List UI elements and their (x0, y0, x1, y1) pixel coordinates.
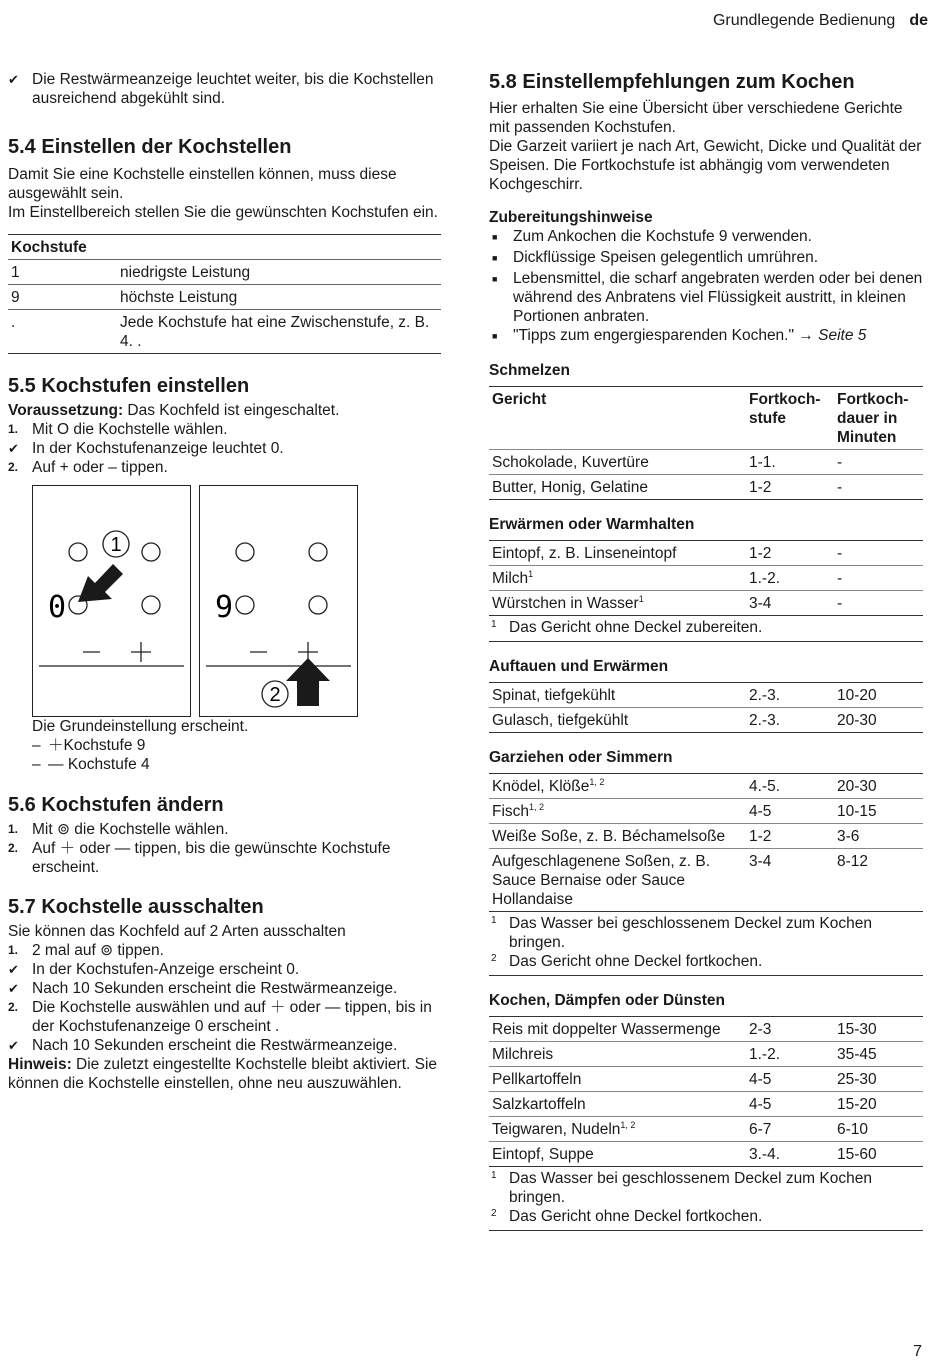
dish-name: Pellkartoffeln (492, 1071, 582, 1088)
table-row (8, 260, 441, 285)
requirement-text: Das Kochfeld ist eingeschaltet. (123, 402, 340, 419)
level-cell: 4-5 (746, 1092, 834, 1117)
step-text: In der Kochstufen-Anzeige erscheint (32, 961, 287, 978)
step-item (8, 839, 441, 877)
list-item (489, 269, 923, 326)
list-text: Zum Ankochen die Kochstufe 9 verwenden. (513, 228, 812, 245)
result-text: Die Grundeinstellung erscheint. (32, 718, 249, 735)
dish-cell (489, 1067, 746, 1092)
recommendation-groups (489, 361, 923, 1231)
level-cell: 2.-3. (749, 712, 781, 729)
bullet-icon (489, 269, 513, 326)
duration-cell: 6-10 (834, 1117, 923, 1142)
display-digit: 9 (215, 590, 234, 625)
callout-1: 1 (110, 534, 122, 556)
check-icon: ✔ (8, 962, 19, 977)
duration-cell: 10-15 (834, 799, 923, 824)
step-text: oder (68, 459, 109, 476)
select-icon: ⊚ (56, 821, 70, 838)
dish-cell (489, 1092, 746, 1117)
arrow-icon (78, 564, 123, 602)
dish-name: Eintopf, Suppe (492, 1146, 594, 1163)
display-digit: 0 (48, 590, 67, 625)
step-item (8, 820, 441, 839)
step-text: Nach 10 Sekunden erscheint die Restwärmeanzeige. (32, 1037, 398, 1054)
page-header (713, 11, 928, 30)
footnote (489, 952, 923, 971)
dish-cell (489, 450, 746, 475)
dish-cell (489, 1142, 746, 1167)
level-cell: 4.-5. (746, 774, 834, 799)
step-text: Die Kochstelle auswählen und auf (32, 999, 270, 1016)
right-column (489, 70, 923, 1231)
plus-icon: + (59, 459, 69, 476)
plus-icon: ＋ (269, 999, 286, 1016)
dish-cell (489, 1017, 746, 1042)
duration-cell: - (837, 595, 843, 612)
check-item (8, 70, 441, 108)
step-item (8, 458, 441, 477)
select-icon: ⊚ (100, 942, 114, 959)
step-text: Mit (32, 821, 57, 838)
table-row (489, 1142, 923, 1167)
footnote-ref: 1, 2 (529, 801, 545, 812)
check-item (8, 960, 441, 979)
note (8, 1055, 441, 1093)
level-cell: 4-5 (746, 1067, 834, 1092)
digit-zero-icon: 0 (194, 1018, 204, 1035)
step-text: Auf (32, 459, 60, 476)
minus-icon: — (324, 999, 341, 1016)
hob-panel-right (199, 485, 358, 717)
kochstufe-table (8, 234, 441, 354)
dish-cell (489, 475, 746, 500)
footnote (489, 618, 923, 637)
table-row (489, 1117, 923, 1142)
tip-link[interactable]: "Tipps zum engergiesparenden Kochen." (513, 327, 794, 344)
table-row (489, 1042, 923, 1067)
table-row (489, 708, 923, 733)
footnote-text: Das Gericht ohne Deckel zubereiten. (509, 619, 763, 636)
sub-text: Kochstufe 4 (67, 756, 150, 773)
paragraph: Damit Sie eine Kochstelle einstellen können, muss diese ausgewählt sein. (8, 166, 397, 202)
dish-cell (489, 799, 746, 824)
paragraph: Sie können das Kochfeld auf 2 Arten ausschalten (8, 923, 346, 940)
digit-zero-icon: 0 (286, 961, 295, 978)
level-cell: 1-2 (749, 479, 772, 496)
level-cell: 3-4 (749, 595, 772, 612)
step-text: die Kochstelle wählen. (69, 421, 228, 438)
recommendation-table (489, 1016, 923, 1167)
step-text: . (294, 961, 300, 978)
level-cell: 1-2 (746, 541, 834, 566)
table-cell: . (11, 314, 16, 331)
step-text: tippen, bis in der Kochstufenanzeige (32, 999, 432, 1035)
minus-icon: — (114, 840, 131, 857)
check-icon: ✔ (8, 441, 19, 456)
arrow-up-icon (286, 658, 330, 706)
paragraph: Hier erhalten Sie eine Übersicht über verschiedene Gerichte mit passenden Kochstufen. (489, 100, 903, 136)
check-icon: ✔ (8, 981, 19, 996)
step-number: 2. (8, 460, 19, 474)
table-cell: 9 (8, 285, 117, 310)
level-cell: 1-1. (746, 450, 834, 475)
group-title: Schmelzen (489, 362, 570, 379)
level-cell: 1.-2. (746, 1042, 834, 1067)
duration-cell: - (834, 541, 923, 566)
level-cell: 2.-3. (746, 683, 834, 708)
left-column (8, 70, 441, 1093)
check-icon: ✔ (8, 1038, 19, 1053)
dish-cell (489, 824, 746, 849)
hob-panel-left-drawing (33, 486, 190, 716)
list-item (489, 227, 923, 248)
step-text: . (279, 440, 284, 457)
minus-icon: – (108, 459, 117, 476)
step-number: 1. (8, 943, 19, 957)
group-title: Garziehen oder Simmern (489, 749, 673, 766)
table-header-row (489, 387, 923, 450)
level-cell: 1.-2. (746, 566, 834, 591)
step-text: Mit (32, 421, 57, 438)
result-block (8, 717, 441, 774)
duration-cell: 3-6 (834, 824, 923, 849)
footnote (489, 1169, 923, 1207)
table-row (489, 566, 923, 591)
level-cell: 2-3 (746, 1017, 834, 1042)
duration-cell: 25-30 (834, 1067, 923, 1092)
footnote-number: 1 (491, 619, 497, 630)
section-title-5-6: 5.6 Kochstufen ändern (8, 794, 224, 816)
sub-item: – ＋Kochstufe 9 (32, 737, 146, 754)
sub-item: – — Kochstufe 4 (32, 756, 150, 773)
column-header: Fortkoch-dauer in Minuten (834, 387, 923, 450)
table-row (8, 310, 441, 354)
duration-cell: 20-30 (837, 712, 877, 729)
level-cell: 3.-4. (749, 1146, 781, 1163)
list-item (489, 248, 923, 269)
table-row (489, 541, 923, 566)
page-reference[interactable]: → Seite 5 (794, 327, 867, 344)
level-cell: 3-4 (749, 853, 772, 870)
bullet-icon (489, 326, 513, 347)
step-text: Nach 10 Sekunden erscheint die Restwärmeanzeige. (32, 980, 398, 997)
dish-name: Eintopf, z. B. Linseneintopf (492, 545, 677, 562)
level-cell: 1-2 (746, 824, 834, 849)
footnotes (489, 912, 923, 976)
requirement-label: Voraussetzung: (8, 402, 124, 419)
table-cell: höchste Leistung (117, 285, 441, 310)
dish-name: Knödel, Klöße (492, 778, 590, 795)
page-number: 7 (913, 1343, 922, 1360)
section-title-5-7: 5.7 Kochstelle ausschalten (8, 896, 264, 918)
footnote-ref: 1 (528, 568, 534, 579)
dish-name: Salzkartoffeln (492, 1096, 586, 1113)
footnote (489, 914, 923, 952)
step-text: erscheint . (203, 1018, 280, 1035)
table-row (489, 450, 923, 475)
table-row (489, 774, 923, 799)
list-text: Lebensmittel, die scharf angebraten werden oder bei denen während des Anbratens viel Flüssigkeit austritt, in kleinen Portionen anbraten. (513, 270, 923, 325)
duration-cell: 35-45 (834, 1042, 923, 1067)
minus-icon: — (48, 756, 68, 773)
footnote-ref: 1, 2 (589, 776, 605, 787)
callout-2: 2 (269, 684, 281, 706)
step-number: 2. (8, 841, 19, 855)
step-item (8, 998, 441, 1036)
dish-name: Weiße Soße, z. B. Béchamelsoße (492, 828, 726, 845)
footnote-number: 1 (491, 1170, 497, 1181)
table-row (489, 591, 923, 616)
recommendation-table (489, 682, 923, 733)
footnote-ref: 1, 2 (620, 1119, 636, 1130)
dish-name: Butter, Honig, Gelatine (492, 479, 648, 496)
column-header: Gericht (489, 387, 746, 450)
step-text: In der Kochstufenanzeige leuchtet (32, 440, 271, 457)
dish-name: Milchreis (492, 1046, 554, 1063)
sub-text: Kochstufe 9 (63, 737, 146, 754)
footnote (489, 1207, 923, 1226)
step-text: tippen. (113, 942, 164, 959)
dish-cell (489, 774, 746, 799)
hob-panel-right-drawing (200, 486, 357, 716)
dish-cell (489, 591, 746, 616)
dish-name: Spinat, tiefgekühlt (492, 687, 616, 704)
step-item (8, 420, 441, 439)
dish-name: Gulasch, tiefgekühlt (492, 712, 629, 729)
footnote-number: 2 (491, 1208, 497, 1219)
duration-cell: 8-12 (837, 853, 869, 870)
table-row (489, 683, 923, 708)
duration-cell: - (837, 479, 843, 496)
duration-cell: 15-20 (834, 1092, 923, 1117)
step-text: tippen. (116, 459, 168, 476)
duration-cell: 10-20 (834, 683, 923, 708)
level-cell: 6-7 (746, 1117, 834, 1142)
paragraph: Die Garzeit variiert je nach Art, Gewicht, Dicke und Qualität der Speisen. Die Fortkochstufe ist abhängig vom verwendeten Kochgeschirr. (489, 138, 922, 193)
section-title-5-8: 5.8 Einstellempfehlungen zum Kochen (489, 71, 855, 93)
step-text: die Kochstelle wählen. (69, 821, 229, 838)
paragraph: Im Einstellbereich stellen Sie die gewünschten Kochstufen ein. (8, 204, 438, 221)
duration-cell: 15-60 (837, 1146, 877, 1163)
circle-select-icon: O (56, 421, 70, 438)
plus-icon: ＋ (59, 840, 76, 857)
duration-cell: - (834, 566, 923, 591)
table-row (489, 475, 923, 500)
dish-name: Fisch (492, 803, 530, 820)
check-icon: ✔ (8, 72, 19, 87)
footnote-ref: 1 (638, 593, 644, 604)
hob-panel-left (32, 485, 191, 717)
section-title-5-5: 5.5 Kochstufen einstellen (8, 375, 250, 397)
step-text: oder (75, 840, 115, 857)
table-row (489, 824, 923, 849)
dish-cell (489, 708, 746, 733)
recommendation-table (489, 773, 923, 912)
step-item (8, 941, 441, 960)
group-title: Erwärmen oder Warmhalten (489, 516, 695, 533)
table-header: Kochstufe (8, 235, 441, 260)
dish-cell (489, 566, 746, 591)
table-cell: 1 (8, 260, 117, 285)
dish-name: Teigwaren, Nudeln (492, 1121, 621, 1138)
bullet-icon (489, 227, 513, 248)
bullet-icon (489, 248, 513, 269)
step-number: 1. (8, 422, 19, 436)
plus-icon: ＋ (48, 737, 64, 754)
step-text: 2 mal auf (32, 942, 101, 959)
footnote-text: Das Wasser bei geschlossenem Deckel zum Kochen bringen. (509, 1170, 872, 1206)
note-label: Hinweis: (8, 1056, 72, 1073)
table-row (489, 849, 923, 912)
footnote-number: 1 (491, 915, 497, 926)
check-item (8, 439, 441, 458)
check-item (8, 979, 441, 998)
tips-title: Zubereitungshinweise (489, 209, 653, 226)
note-text: Die zuletzt eingestellte Kochstelle bleibt aktiviert. Sie können die Kochstelle einstellen, ohne neu auszuwählen. (8, 1056, 438, 1092)
table-cell: Jede Kochstufe hat eine Zwischenstufe, z. B. 4. . (120, 314, 430, 350)
footnote-text: Das Gericht ohne Deckel fortkochen. (509, 953, 763, 970)
check-text: Die Restwärmeanzeige leuchtet weiter, bis die Kochstellen ausreichend abgekühlt sind. (32, 71, 434, 107)
requirement (8, 401, 441, 420)
digit-zero-icon: 0 (270, 440, 280, 457)
step-number: 2. (8, 1000, 19, 1014)
group-title: Auftauen und Erwärmen (489, 658, 669, 675)
footnote-number: 2 (491, 953, 497, 964)
dish-name: Milch (492, 570, 529, 587)
duration-cell: - (834, 450, 923, 475)
recommendation-table (489, 386, 923, 500)
dish-cell (489, 683, 746, 708)
table-cell: niedrigste Leistung (117, 260, 441, 285)
table-row (489, 799, 923, 824)
dish-cell (489, 849, 746, 912)
step-text: tippen, bis die gewünschte Kochstufe erscheint. (32, 840, 391, 876)
duration-cell: 20-30 (834, 774, 923, 799)
section-title-5-4: 5.4 Einstellen der Kochstellen (8, 136, 292, 158)
dish-cell (489, 1042, 746, 1067)
step-text: Auf (32, 840, 60, 857)
header-title: Grundlegende Bedienung (712, 12, 896, 29)
footnotes (489, 1167, 923, 1231)
dish-cell (489, 541, 746, 566)
dish-name: Würstchen in Wasser (492, 595, 639, 612)
footnote-text: Das Wasser bei geschlossenem Deckel zum Kochen bringen. (509, 915, 872, 951)
footnotes (489, 616, 923, 642)
language-code: de (909, 12, 928, 29)
column-header: Fortkoch-stufe (746, 387, 834, 450)
table-row (8, 285, 441, 310)
dish-name: Schokolade, Kuvertüre (492, 454, 649, 471)
dish-cell (489, 1117, 746, 1142)
check-item (8, 1036, 441, 1055)
list-item (489, 326, 923, 347)
table-row (489, 1092, 923, 1117)
step-number: 1. (8, 822, 19, 836)
dish-name: Reis mit doppelter Wassermenge (492, 1021, 721, 1038)
footnote-text: Das Gericht ohne Deckel fortkochen. (509, 1208, 763, 1225)
hob-diagram (8, 485, 441, 717)
table-row (489, 1067, 923, 1092)
step-text: oder (285, 999, 325, 1016)
table-row (489, 1017, 923, 1042)
recommendation-table (489, 540, 923, 616)
dish-name: Aufgeschlagenene Soßen, z. B. Sauce Bernaise oder Sauce Hollandaise (492, 853, 711, 908)
level-cell: 4-5 (746, 799, 834, 824)
group-title: Kochen, Dämpfen oder Dünsten (489, 992, 725, 1009)
duration-cell: 15-30 (834, 1017, 923, 1042)
list-text: Dickflüssige Speisen gelegentlich umrühren. (513, 249, 818, 266)
